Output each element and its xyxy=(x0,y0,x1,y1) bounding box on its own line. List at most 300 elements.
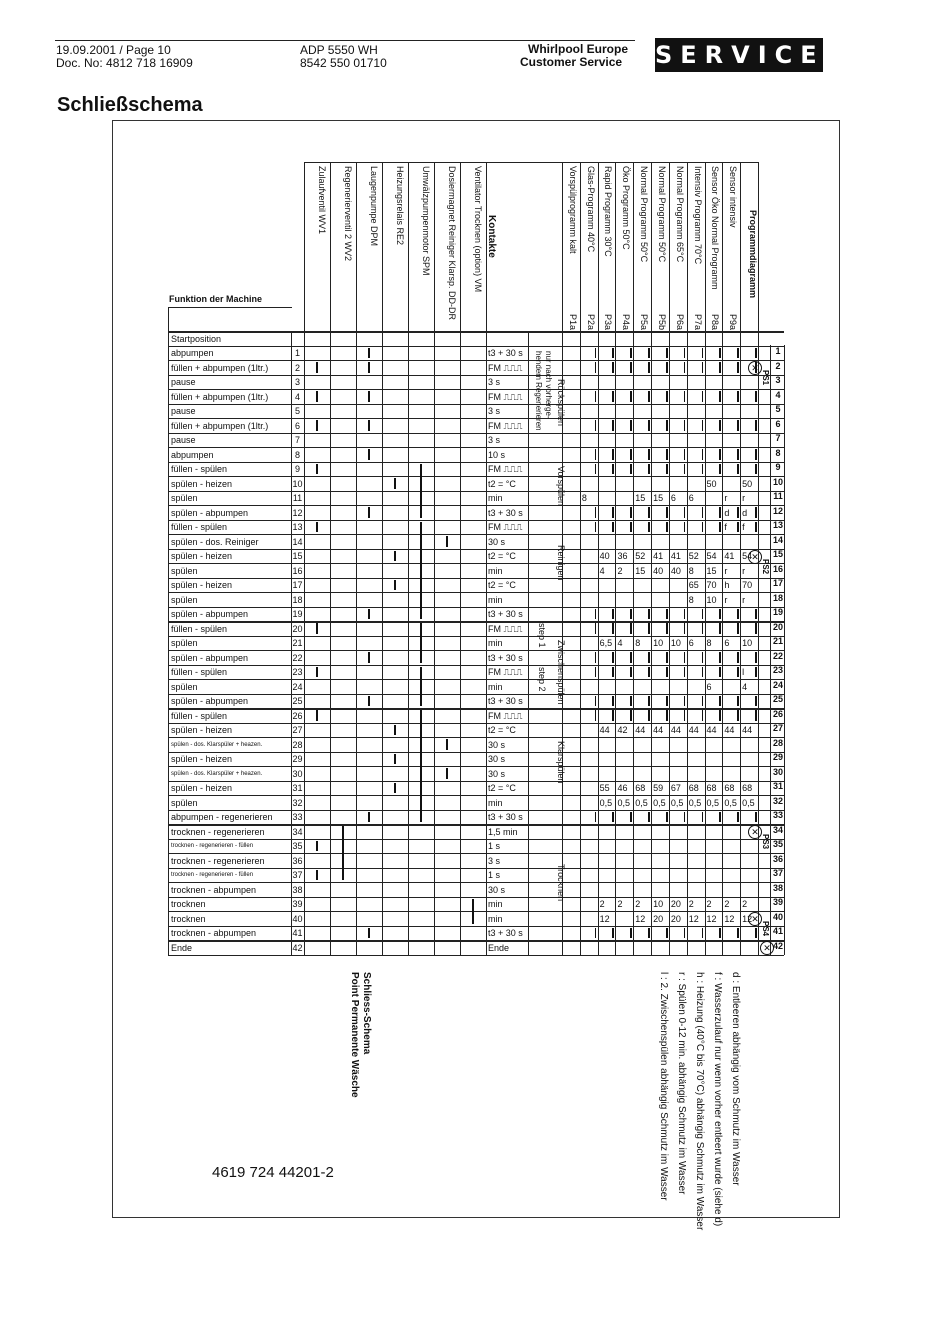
row-number: 12 xyxy=(292,507,303,518)
program-tick xyxy=(630,696,632,707)
program-tick xyxy=(737,362,739,373)
step-number: 25 xyxy=(772,694,783,704)
contact-vline xyxy=(434,162,435,955)
program-tick xyxy=(755,812,757,823)
row-number: 31 xyxy=(292,783,303,793)
row-number: 14 xyxy=(292,536,303,547)
program-value: 0,5 xyxy=(617,797,630,808)
program-tick xyxy=(737,449,739,460)
program-name: Vorspülprogramm kalt xyxy=(567,166,578,254)
program-value: r xyxy=(742,565,746,576)
step-vline-right xyxy=(784,345,785,955)
ps-label: PS3 xyxy=(761,834,770,850)
step-number: 12 xyxy=(772,505,783,516)
program-tick xyxy=(630,667,632,678)
row-number: 4 xyxy=(294,391,300,402)
program-tick xyxy=(737,652,739,663)
grid-hline xyxy=(168,752,784,753)
grid-hline xyxy=(168,665,784,666)
time-value: t2 = °C xyxy=(488,551,516,561)
time-value: min xyxy=(488,913,503,924)
time-value: FM ⎍⎍⎍ xyxy=(488,522,523,532)
grid-hline xyxy=(168,404,784,405)
program-value: 20 xyxy=(653,913,664,924)
program-value: 67 xyxy=(670,783,681,793)
contact-vline xyxy=(382,162,383,955)
inlet-valve-bar xyxy=(316,870,318,881)
heater-relay-bar xyxy=(394,783,396,794)
program-name: Glas-Programm 40°C xyxy=(585,166,596,253)
row-number: 13 xyxy=(292,522,303,532)
program-tick xyxy=(684,464,686,475)
program-tick xyxy=(737,507,739,518)
program-value: 6 xyxy=(688,493,694,503)
program-value: 10 xyxy=(706,594,717,605)
program-tick xyxy=(702,609,704,620)
program-value: 44 xyxy=(635,725,646,735)
program-tick xyxy=(648,522,650,533)
grid-hline xyxy=(168,650,784,651)
program-tick xyxy=(630,623,632,634)
row-label: Ende xyxy=(171,942,193,953)
program-tick xyxy=(612,362,614,373)
grid-hline xyxy=(168,868,784,869)
program-code: P5a xyxy=(639,314,650,331)
time-value: t2 = °C xyxy=(488,580,516,590)
program-tick xyxy=(612,696,614,707)
program-vline xyxy=(740,162,741,955)
program-tick xyxy=(719,710,721,721)
program-tick xyxy=(719,348,721,359)
program-value: 68 xyxy=(742,783,753,793)
row-number: 5 xyxy=(294,406,300,416)
step-number: 2 xyxy=(775,360,781,371)
program-tick xyxy=(630,348,632,359)
program-tick xyxy=(666,609,668,620)
program-value: 20 xyxy=(670,899,681,909)
row-label: abpumpen xyxy=(171,449,214,460)
document-code: 4619 724 44201-2 xyxy=(212,1164,334,1181)
step-number: 27 xyxy=(772,723,783,733)
program-name: Normal Programm 65°C xyxy=(674,166,685,263)
program-value: 50 xyxy=(706,478,717,489)
step-number: 20 xyxy=(772,621,783,632)
program-tick xyxy=(702,710,704,721)
program-tick xyxy=(755,420,757,431)
program-tick xyxy=(755,464,757,475)
program-tick xyxy=(702,420,704,431)
program-tick xyxy=(719,449,721,460)
program-tick xyxy=(666,667,668,678)
time-value: FM ⎍⎍⎍ xyxy=(488,710,523,721)
program-tick xyxy=(755,507,757,518)
row-number: 35 xyxy=(292,841,303,851)
program-value: 15 xyxy=(653,493,664,503)
program-value: 68 xyxy=(635,783,646,793)
contacts-title: Kontakte xyxy=(486,215,497,258)
end-switch-icon: ✕ xyxy=(760,941,774,955)
program-tick xyxy=(630,522,632,533)
program-tick xyxy=(630,812,632,823)
program-value: 6 xyxy=(706,681,712,692)
program-name: Intensiv Programm 70°C xyxy=(692,166,703,265)
doc-number: Doc. No: 4812 718 16909 xyxy=(56,56,193,70)
circ-pump-bar xyxy=(420,522,422,620)
program-vline xyxy=(615,162,616,955)
program-value: 6,5 xyxy=(599,638,613,648)
inlet-valve-bar xyxy=(316,667,318,678)
program-tick xyxy=(702,928,704,939)
program-tick xyxy=(755,667,757,678)
time-value: FM ⎍⎍⎍ xyxy=(488,667,523,677)
program-value: 2 xyxy=(742,899,748,909)
ps-label: PS2 xyxy=(761,558,770,574)
header-rule xyxy=(55,40,635,41)
row-label: pause xyxy=(171,406,196,416)
program-tick xyxy=(737,928,739,939)
program-tick xyxy=(612,609,614,620)
program-value: d xyxy=(724,507,730,518)
department: Customer Service xyxy=(520,55,623,69)
program-tick xyxy=(737,522,739,533)
program-tick xyxy=(666,522,668,533)
program-tick xyxy=(648,348,650,359)
legend-note: f : Wasserzulauf nur wenn vorher entleert wurde (siehe d) xyxy=(712,972,723,1227)
program-value: d xyxy=(742,507,748,518)
step-number: 19 xyxy=(772,607,783,617)
time-value: FM ⎍⎍⎍ xyxy=(488,623,523,634)
time-value: min xyxy=(488,638,503,648)
program-tick xyxy=(684,652,686,663)
program-tick xyxy=(666,420,668,431)
step-number: 39 xyxy=(772,897,783,907)
legend-note: h : Heizung (40°C bis 70°C) abhängig Schmutz im Wasser xyxy=(694,972,705,1231)
program-tick xyxy=(702,667,704,678)
row-label: spülen xyxy=(171,797,198,808)
step-one-label: step 1 xyxy=(537,623,547,648)
program-value: 0,5 xyxy=(688,797,702,808)
row-label: spülen - heizen xyxy=(171,725,233,735)
grid-hline xyxy=(168,346,784,347)
drain-pump-bar xyxy=(368,696,370,707)
program-tick xyxy=(648,391,650,402)
step-number: 42 xyxy=(772,940,783,951)
grid-hline xyxy=(168,534,784,535)
program-tick xyxy=(719,667,721,678)
row-label: Startposition xyxy=(171,333,222,344)
grid-hline xyxy=(168,520,784,522)
program-tick xyxy=(666,623,668,634)
program-tick xyxy=(684,522,686,533)
heater-relay-bar xyxy=(394,478,396,489)
time-value: t3 + 30 s xyxy=(488,507,523,518)
row-number: 25 xyxy=(292,696,303,706)
contact-vline xyxy=(460,162,461,955)
row-label: spülen - dos. Klarspüler + heazen. xyxy=(171,770,263,777)
step-number: 6 xyxy=(775,418,781,429)
program-code: P7a xyxy=(692,314,703,331)
phase-note: nur nach vorherge- hendem Regenerieren xyxy=(534,350,553,431)
step-number: 40 xyxy=(772,911,783,922)
time-value: FM ⎍⎍⎍ xyxy=(488,464,523,474)
time-value: 1,5 min xyxy=(488,826,518,837)
program-value: r xyxy=(742,493,746,503)
time-value: 30 s xyxy=(488,754,506,764)
time-value: FM ⎍⎍⎍ xyxy=(488,362,523,373)
program-value: 40 xyxy=(599,551,610,561)
step-number: 11 xyxy=(773,491,783,501)
schema-title: Schliess-Schema xyxy=(361,972,372,1055)
row-number: 42 xyxy=(292,942,303,953)
program-tick xyxy=(630,464,632,475)
grid-hline xyxy=(168,882,784,883)
program-value: 40 xyxy=(653,565,664,576)
program-tick xyxy=(755,522,757,533)
program-vline xyxy=(669,162,670,955)
program-tick xyxy=(719,464,721,475)
fan-bar xyxy=(472,899,474,924)
program-name: Sensor Öko Normal Programm xyxy=(710,166,721,290)
circ-pump-bar xyxy=(420,710,422,822)
grid-hline xyxy=(168,955,784,957)
program-tick xyxy=(595,667,597,678)
program-tick xyxy=(648,464,650,475)
phase-label: Reinigen xyxy=(556,545,566,581)
time-value: 10 s xyxy=(488,449,506,460)
program-value: 8 xyxy=(581,493,587,503)
time-value: 3 s xyxy=(488,435,501,445)
program-tick xyxy=(755,928,757,939)
step-number: 37 xyxy=(772,868,783,878)
inlet-valve-bar xyxy=(316,623,318,634)
program-value: 2 xyxy=(706,899,712,909)
program-tick xyxy=(595,623,597,634)
row-label: füllen - spülen xyxy=(171,623,228,634)
inlet-valve-bar xyxy=(316,391,318,402)
row-label: trocknen xyxy=(171,913,206,924)
program-code: P9a xyxy=(728,314,739,331)
heater-relay-bar xyxy=(394,754,396,765)
program-value: 41 xyxy=(653,551,664,561)
program-name: Sensor intensiv xyxy=(728,166,739,228)
time-value: 3 s xyxy=(488,377,501,387)
contact-vline xyxy=(486,162,487,955)
step-number: 41 xyxy=(772,926,783,936)
grid-hline xyxy=(168,476,784,477)
heater-relay-bar xyxy=(394,725,396,736)
row-number: 2 xyxy=(294,362,300,373)
program-tick xyxy=(755,623,757,634)
program-tick xyxy=(648,710,650,721)
program-value: 6 xyxy=(724,638,730,648)
time-value: t3 + 30 s xyxy=(488,812,523,822)
step-number: 22 xyxy=(772,650,783,661)
program-tick xyxy=(719,522,721,533)
program-value: 12 xyxy=(688,913,699,924)
program-tick xyxy=(702,464,704,475)
step-number: 36 xyxy=(772,853,783,864)
row-label: spülen - heizen xyxy=(171,754,233,764)
time-value: Ende xyxy=(488,942,510,953)
program-value: 44 xyxy=(742,725,753,735)
date-page: 19.09.2001 / Page 10 xyxy=(56,43,171,57)
program-code: P5b xyxy=(656,314,667,331)
grid-hline xyxy=(168,940,784,942)
step-number: 3 xyxy=(775,375,781,385)
heater-relay-bar xyxy=(394,580,396,591)
program-value: 10 xyxy=(670,638,681,648)
time-value: t2 = °C xyxy=(488,725,516,735)
program-value: 12 xyxy=(742,913,753,924)
program-code: P8a xyxy=(710,314,721,331)
program-tick xyxy=(684,449,686,460)
inlet-valve-bar xyxy=(316,464,318,475)
program-value: 0,5 xyxy=(706,797,720,808)
program-tick xyxy=(630,449,632,460)
drain-pump-bar xyxy=(368,652,370,663)
program-tick xyxy=(630,710,632,721)
program-value: 2 xyxy=(617,899,623,909)
row-number: 23 xyxy=(292,667,303,677)
row-number: 41 xyxy=(292,928,303,938)
program-value: 6 xyxy=(670,493,676,503)
header-top-line xyxy=(304,162,758,163)
row-label: spülen - heizen xyxy=(171,478,233,489)
program-tick xyxy=(702,391,704,402)
program-value: 6 xyxy=(688,638,694,648)
program-tick xyxy=(702,449,704,460)
program-value: 54 xyxy=(706,551,717,561)
program-value: 44 xyxy=(599,725,610,735)
service-logo: SERVICE xyxy=(655,38,823,72)
row-number: 3 xyxy=(294,377,300,387)
program-tick xyxy=(630,652,632,663)
row-label: pause xyxy=(171,435,196,445)
time-value: t3 + 30 s xyxy=(488,652,523,663)
program-code: P6a xyxy=(674,314,685,331)
program-value: 2 xyxy=(688,899,694,909)
row-number: 7 xyxy=(294,435,300,445)
time-value: min xyxy=(488,565,503,576)
step-number: 17 xyxy=(772,578,783,588)
row-number: 24 xyxy=(292,681,303,692)
program-name: Rapid Programm 30°C xyxy=(603,166,614,257)
model-number: 8542 550 01710 xyxy=(300,56,387,70)
row-label: trocknen - regenerieren - füllen xyxy=(171,843,254,849)
step-two-label: step 2 xyxy=(537,666,547,692)
step-number: 28 xyxy=(772,737,783,748)
grid-hline xyxy=(168,462,784,464)
step-number: 8 xyxy=(775,447,781,458)
program-tick xyxy=(648,928,650,939)
row-number: 22 xyxy=(292,652,303,663)
step-number: 29 xyxy=(772,752,783,762)
step-number: 34 xyxy=(772,824,783,835)
grid-hline xyxy=(168,694,784,695)
program-tick xyxy=(737,710,739,721)
row-number: 32 xyxy=(292,797,303,808)
program-tick xyxy=(666,464,668,475)
grid-hline xyxy=(168,708,784,710)
program-tick xyxy=(702,507,704,518)
phase-label: Zwischenspülen xyxy=(556,639,566,705)
row-number: 37 xyxy=(292,870,303,880)
program-tick xyxy=(612,522,614,533)
program-value: 4 xyxy=(617,638,623,648)
program-tick xyxy=(595,420,597,431)
step-number: 4 xyxy=(775,389,781,400)
program-value: 59 xyxy=(653,783,664,793)
step-number: 7 xyxy=(775,433,781,443)
ps-switch-icon: ✕ xyxy=(748,361,762,375)
program-tick xyxy=(737,667,739,678)
step-vline xyxy=(758,331,759,955)
program-tick xyxy=(755,652,757,663)
program-tick xyxy=(666,710,668,721)
inlet-valve-bar xyxy=(316,841,318,852)
row-number: 9 xyxy=(294,464,300,474)
row-label: füllen - spülen xyxy=(171,710,228,721)
program-tick xyxy=(702,652,704,663)
row-label: trocknen - abpumpen xyxy=(171,928,257,938)
step-number: 35 xyxy=(772,839,783,849)
contact-vline xyxy=(408,162,409,955)
program-tick xyxy=(595,348,597,359)
program-name: Öko Programm 50°C xyxy=(621,166,632,250)
program-value: 52 xyxy=(688,551,699,561)
page-title: Schließschema xyxy=(57,94,203,116)
row-label: pause xyxy=(171,377,196,387)
program-code: P3a xyxy=(603,314,614,331)
function-title: Funktion der Machine xyxy=(169,294,263,304)
program-value: 10 xyxy=(653,638,664,648)
phase-label: Vorspülen xyxy=(556,465,566,506)
time-value: 30 s xyxy=(488,739,506,750)
program-value: 0,5 xyxy=(635,797,648,808)
step-number: 31 xyxy=(772,781,783,791)
phase-label: Klarspülen xyxy=(556,741,566,784)
contact-vline xyxy=(356,162,357,955)
program-vline xyxy=(633,162,634,955)
row-label: spülen xyxy=(171,565,198,576)
time-value: 3 s xyxy=(488,406,501,416)
drain-pump-bar xyxy=(368,449,370,460)
time-value: t3 + 30 s xyxy=(488,696,523,706)
program-code: P4a xyxy=(621,314,632,331)
program-tick xyxy=(719,623,721,634)
grid-hline xyxy=(168,433,784,434)
row-number: 10 xyxy=(292,478,303,489)
program-value: 12 xyxy=(635,913,646,924)
dosing-magnet-bar xyxy=(446,768,448,779)
program-vline xyxy=(687,162,688,955)
program-tick xyxy=(612,710,614,721)
row-number: 8 xyxy=(294,449,300,460)
step-number: 23 xyxy=(772,665,783,675)
program-value: 52 xyxy=(635,551,646,561)
program-vline xyxy=(598,162,599,955)
grid-hline xyxy=(168,839,784,840)
step-number: 14 xyxy=(772,534,783,545)
program-tick xyxy=(684,667,686,678)
grid-hline xyxy=(168,926,784,927)
row-label: füllen - spülen xyxy=(171,464,228,474)
program-value: r xyxy=(724,594,728,605)
program-tick xyxy=(595,609,597,620)
program-tick xyxy=(702,812,704,823)
program-value: f xyxy=(724,522,727,532)
program-tick xyxy=(630,420,632,431)
